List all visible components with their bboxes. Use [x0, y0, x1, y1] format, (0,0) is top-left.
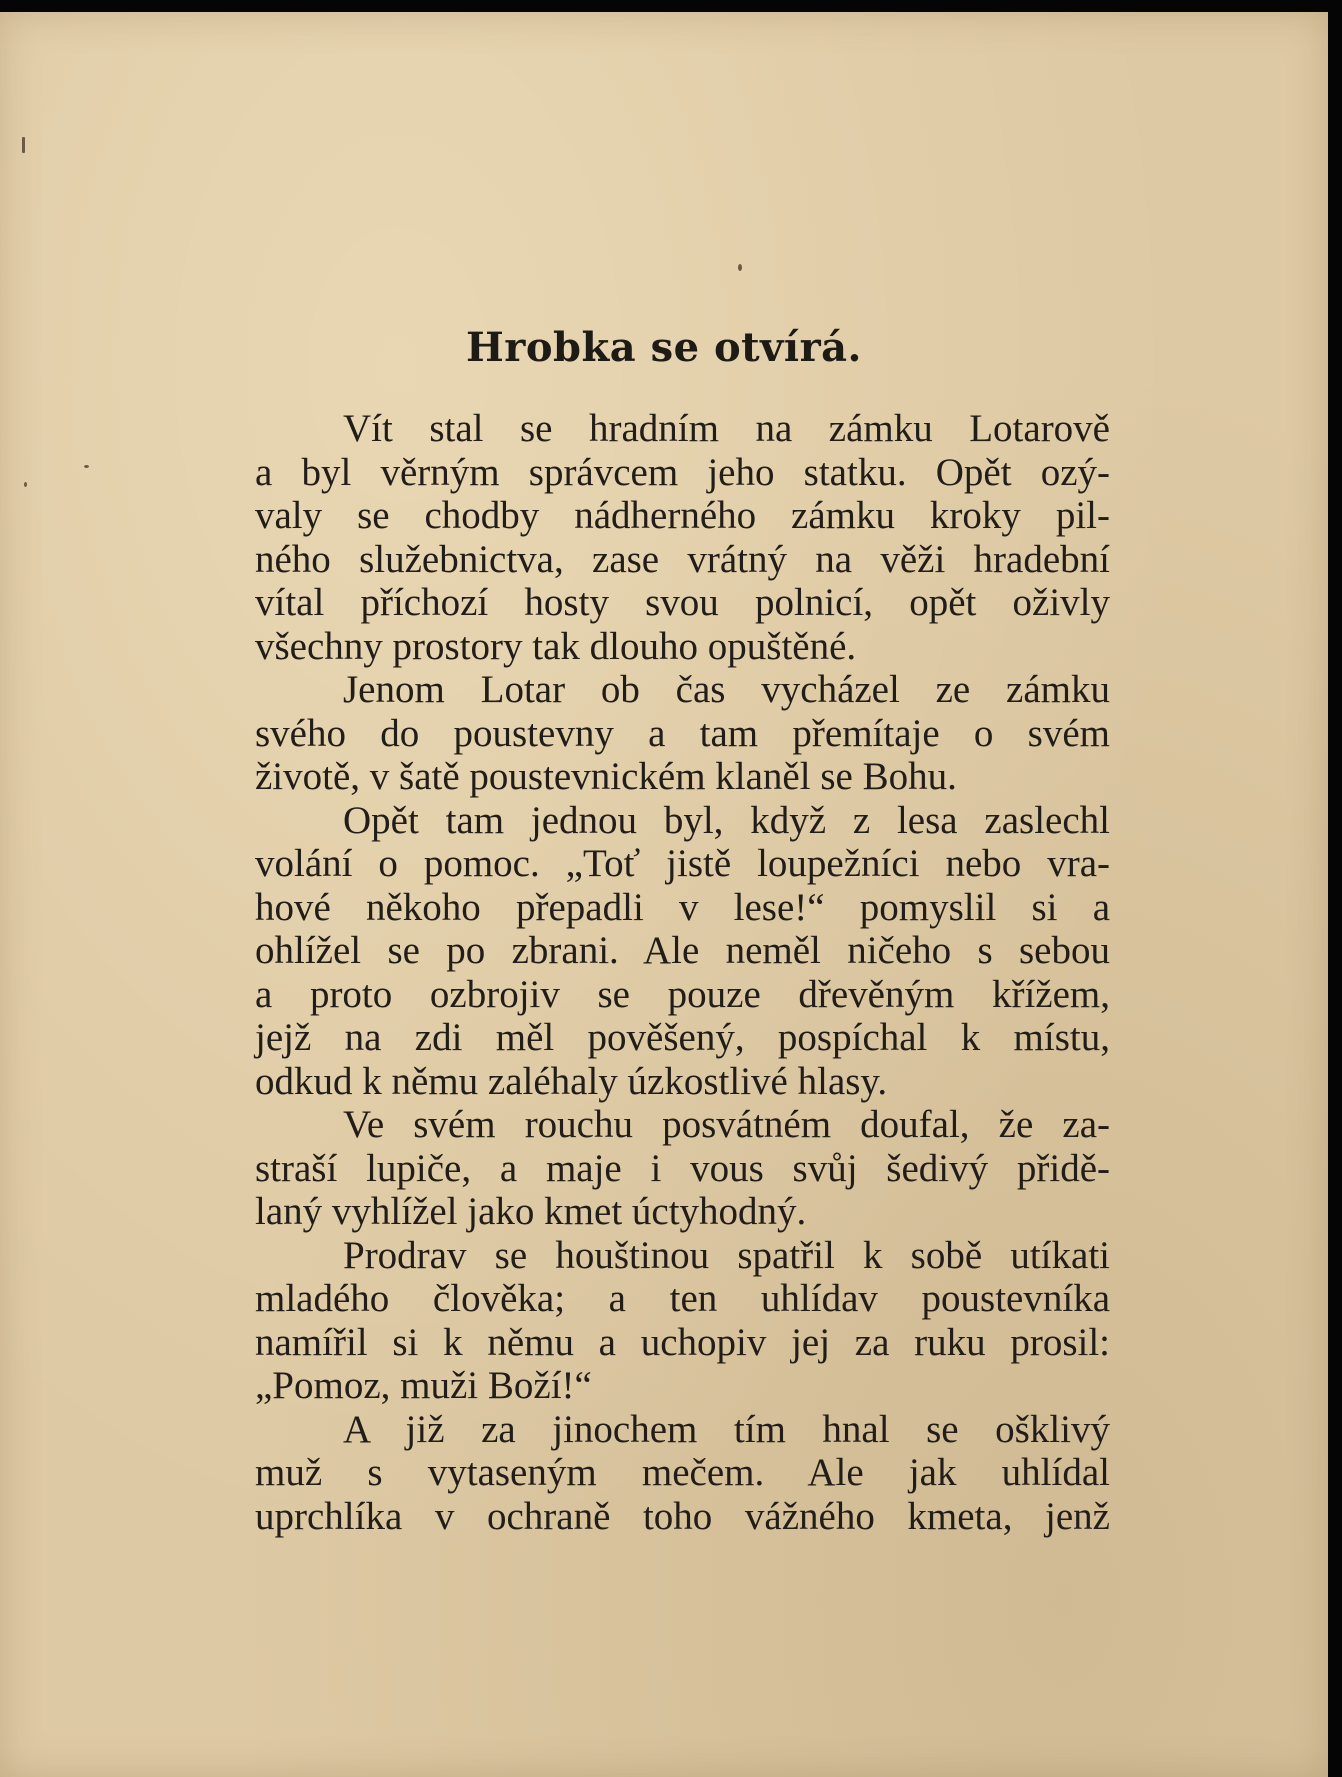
- text-line: životě, v šatě poustevnickém klaněl se Bohu.: [255, 755, 957, 798]
- scan-speck: [22, 137, 25, 153]
- text-line: hové někoho přepadli v lese!“ pomyslil si a: [255, 885, 1110, 929]
- text-line: uprchlíka v ochraně toho vážného kmeta, jenž: [255, 1494, 1110, 1538]
- text-line: jejž na zdi měl pověšený, pospíchal k místu,: [255, 1016, 1110, 1059]
- text-line: Jenom Lotar ob čas vycházel ze zámku: [343, 668, 1110, 711]
- text-line: Prodrav se houštinou spatřil k sobě utíkati: [343, 1233, 1110, 1277]
- scan-speck: [84, 465, 89, 468]
- text-line: A již za jinochem tím hnal se ošklivý: [343, 1407, 1110, 1451]
- chapter-title: Hrobka se otvírá.: [466, 324, 862, 371]
- text-line: muž s vytaseným mečem. Ale jak uhlídal: [255, 1451, 1110, 1494]
- text-line: Vít stal se hradním na zámku Lotarově: [343, 407, 1110, 450]
- text-line: volání o pomoc. „Toť jistě loupežníci nebo vra-: [255, 842, 1110, 885]
- text-line: ného služebnictva, zase vrátný na věži hradební: [255, 537, 1110, 581]
- text-line: straší lupiče, a maje i vous svůj šedivý přidě-: [255, 1146, 1110, 1190]
- text-line: laný vyhlížel jako kmet úctyhodný.: [255, 1190, 807, 1233]
- text-line: vítal příchozí hosty svou polnicí, opět oživly: [255, 581, 1110, 624]
- text-line: namířil si k němu a uchopiv jej za ruku prosil:: [255, 1320, 1110, 1364]
- scan-top-border: [0, 0, 1342, 12]
- scan-speck: [24, 482, 27, 487]
- text-line: a proto ozbrojiv se pouze dřevěným křížem,: [255, 972, 1110, 1016]
- text-line: Opět tam jednou byl, když z lesa zaslechl: [343, 798, 1110, 842]
- text-line: a byl věrným správcem jeho statku. Opět ozý-: [255, 450, 1110, 494]
- text-line: odkud k němu zaléhaly úzkostlivé hlasy.: [255, 1059, 888, 1103]
- scan-speck: [738, 264, 742, 271]
- book-page: [0, 12, 1328, 1777]
- text-line: svého do poustevny a tam přemítaje o svém: [255, 711, 1110, 755]
- text-line: ohlížel se po zbrani. Ale neměl ničeho s sebou: [255, 929, 1110, 972]
- text-line: Ve svém rouchu posvátném doufal, že za-: [343, 1103, 1110, 1146]
- chapter-body: [255, 407, 1110, 1538]
- text-line: mladého člověka; a ten uhlídav poustevníka: [255, 1277, 1110, 1320]
- text-line: všechny prostory tak dlouho opuštěné.: [255, 624, 857, 668]
- text-line: „Pomoz, muži Boží!“: [255, 1364, 592, 1407]
- text-line: valy se chodby nádherného zámku kroky pil-: [255, 494, 1110, 537]
- scan-right-border: [1328, 0, 1342, 1777]
